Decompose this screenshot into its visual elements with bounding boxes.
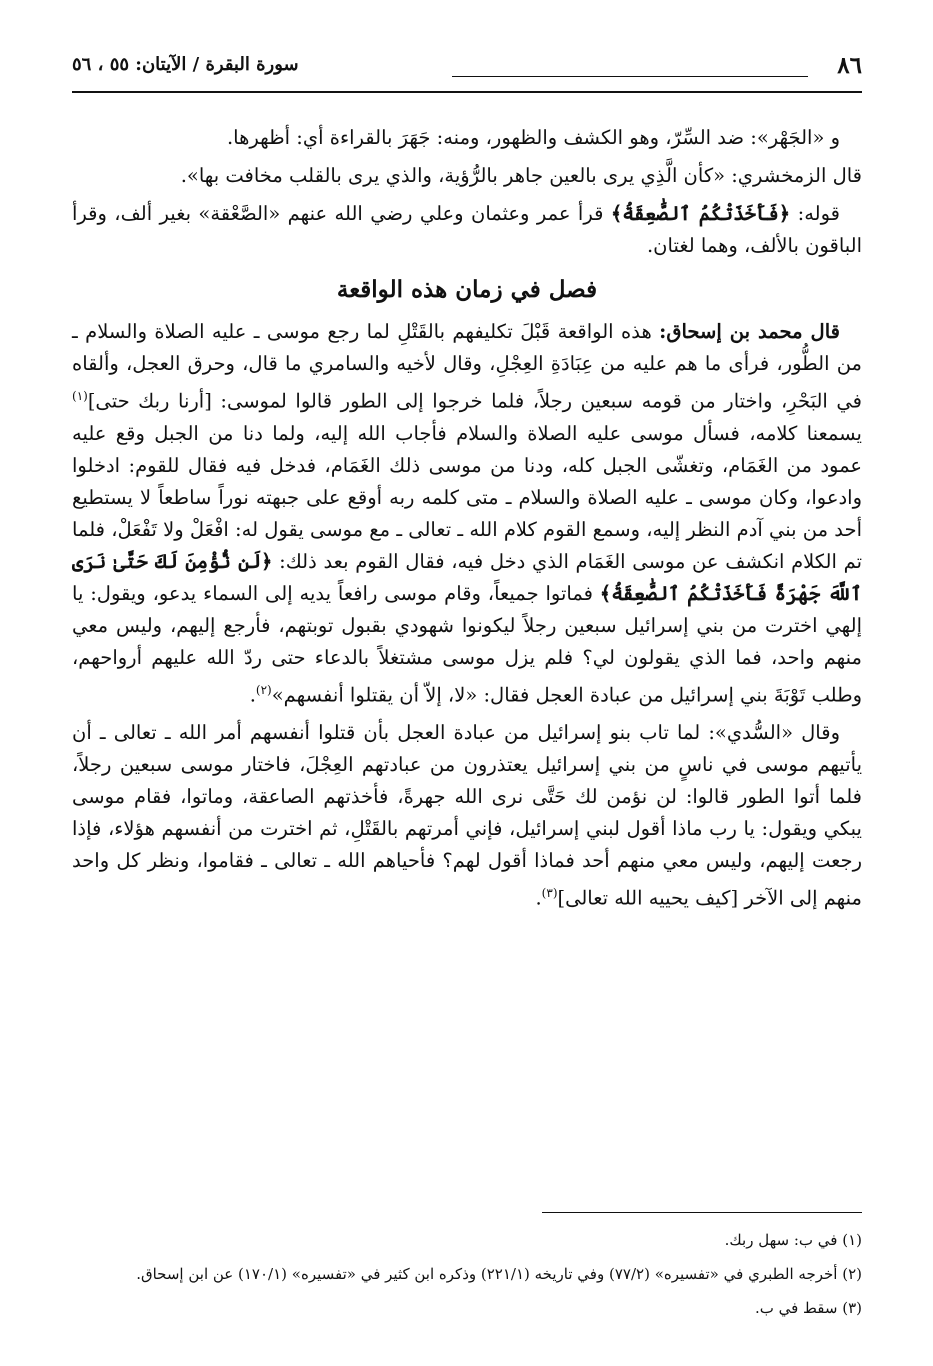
qiraat-intro: قوله: <box>797 202 840 225</box>
narration-end: . <box>249 683 256 706</box>
quran-verse: ﴿لَن نُّؤْمِنَ لَكَ حَتَّىٰ نَرَى ٱللَّهَ جَهْرَةً فَأَخَذَتْكُمُ ٱلصَّٰعِقَةُ﴾ <box>72 549 862 605</box>
paragraph-ibn-ishaq <box>72 316 862 711</box>
narration-text: هذه الواقعة قَبْلَ تكليفهم بالقَتْلِ لما رجع موسى ـ عليه الصلاة والسلام ـ من الطُّور، فرأى ما هم عليه من عِبَادَةِ العِجْلِ، وقال لأخيه والسامري ما قال، وحرق العجل، وألقاه في البَحْرِ، واختار من قومه سبعين رجلاً، فلما خرجوا إلى الطور قالوا لموسى: [أرنا ربك حتى] <box>72 320 862 413</box>
narration-text: يسمعنا كلامه، فسأل موسى عليه الصلاة والسلام فأجاب الله إليه، ولما دنا من الجبل وقع عليه عمود من الغَمَام، وتغشّى الجبل كله، ودنا من موسى ذلك الغَمَام، فدخل فيه فقال للقوم: ادخلوا وادعوا، وكان موسى ـ عليه الصلاة والسلام ـ متى كلمه ربه أوقع على جبهته نوراً ساطعاً لا يستطيع أحد من بني آدم النظر إليه، وسمع القوم كلام الله ـ تعالى ـ مع موسى يقول له: افْعَلْ ولا تَفْعَلْ، فلما تم الكلام انكشف عن موسى الغَمَام الذي دخل فيه، فقال القوم بعد ذلك: <box>72 421 862 573</box>
section-heading: فصل في زمان هذه الواقعة <box>336 276 598 303</box>
footnote-ref-1[interactable]: (١) <box>72 389 88 403</box>
page-header <box>72 50 862 86</box>
footnote-3: (٣) سقط في ب. <box>754 1299 862 1317</box>
footnote-1: (١) في ب: سهل ربك. <box>724 1231 862 1249</box>
header-rule <box>72 91 862 93</box>
paragraph-qiraat <box>72 198 862 262</box>
footnote-2: (٢) أخرجه الطبري في «تفسيره» (٧٧/٢) وفي تاريخه (٢٢١/١) وذكره ابن كثير في «تفسيره» (١٧٠/١) عن ابن إسحاق. <box>136 1265 862 1283</box>
qiraat-text: قرأ عمر وعثمان وعلي رضي الله عنهم «الصَّعْقة» بغير ألف، وقرأ الباقون بالألف، وهما لغتان. <box>72 202 862 257</box>
footnote-separator <box>542 1212 862 1213</box>
header-divider <box>452 76 808 77</box>
speaker-name: قال محمد بن إسحاق: <box>659 320 840 343</box>
paragraph-zamakhshari: قال الزمخشري: «كأن الَّذِي يرى بالعين جاهر بالرُّؤية، والذي يرى بالقلب مخافت بها». <box>180 164 862 187</box>
main-text <box>72 122 862 921</box>
quran-verse: ﴿فَأَخَذَتْكُمُ ٱلصَّٰعِقَةُ﴾ <box>610 202 791 225</box>
paragraph-suddi <box>72 717 862 915</box>
footnote-ref-2[interactable]: (٢) <box>255 682 272 697</box>
footnote-ref-3[interactable]: (٣) <box>541 886 558 900</box>
running-title: سورة البقرة / الآيتان: ٥٥ ، ٥٦ <box>72 54 299 75</box>
page-number: ٨٦ <box>837 52 862 79</box>
document-page <box>72 40 862 1340</box>
narration-text: وقال «السُّدي»: لما تاب بنو إسرائيل من عبادة العجل بأن قتلوا أنفسهم أمر الله ـ تعالى ـ أن يأتيهم موسى في ناسٍ من بني إسرائيل يعتذرون من عبادتهم العِجْلَ، فاختار موسى سبعين رجلاً، فلما أتوا الطور قالوا: لن نؤمن لك حَتَّى نرى الله جهرةً، فأخذتهم الصاعقة، وماتوا، فقام موسى يبكي ويقول: يا رب ماذا أقول لبني إسرائيل، فإني أمرتهم بالقَتْلِ، ثم اخترت من أنفسهم هؤلاء، فإذا رجعت إليهم، وليس معي منهم أحد فماذا أقول لهم؟ فأحياهم الله ـ تعالى ـ فقاموا، ونظر كل واحد منهم إلى الآخر [كيف يحييه الله تعالى] <box>72 721 862 910</box>
footnotes <box>72 1226 862 1328</box>
narration-end: . <box>535 886 542 910</box>
paragraph-jahr: و «الجَهْر»: ضد السِّرّ، وهو الكشف والظهور، ومنه: جَهَرَ بالقراءة أي: أظهرها. <box>226 126 840 149</box>
narration-text: فماتوا جميعاً، وقام موسى رافعاً يديه إلى السماء يدعو، ويقول: يا إلهي اخترت من بني إسرائيل سبعين رجلاً ليكونوا شهودي بقبول توبتهم، فأرجع إليهم، وليس معي منهم واحد، فما الذي يقولون لي؟ فلم يزل موسى مشتغلاً بالدعاء حتى ردّ الله عليهم أرواحهم، وطلب تَوْبَةَ بني إسرائيل من عبادة العجل فقال: «لا، إلاّ أن يقتلوا أنفسهم» <box>72 581 862 706</box>
